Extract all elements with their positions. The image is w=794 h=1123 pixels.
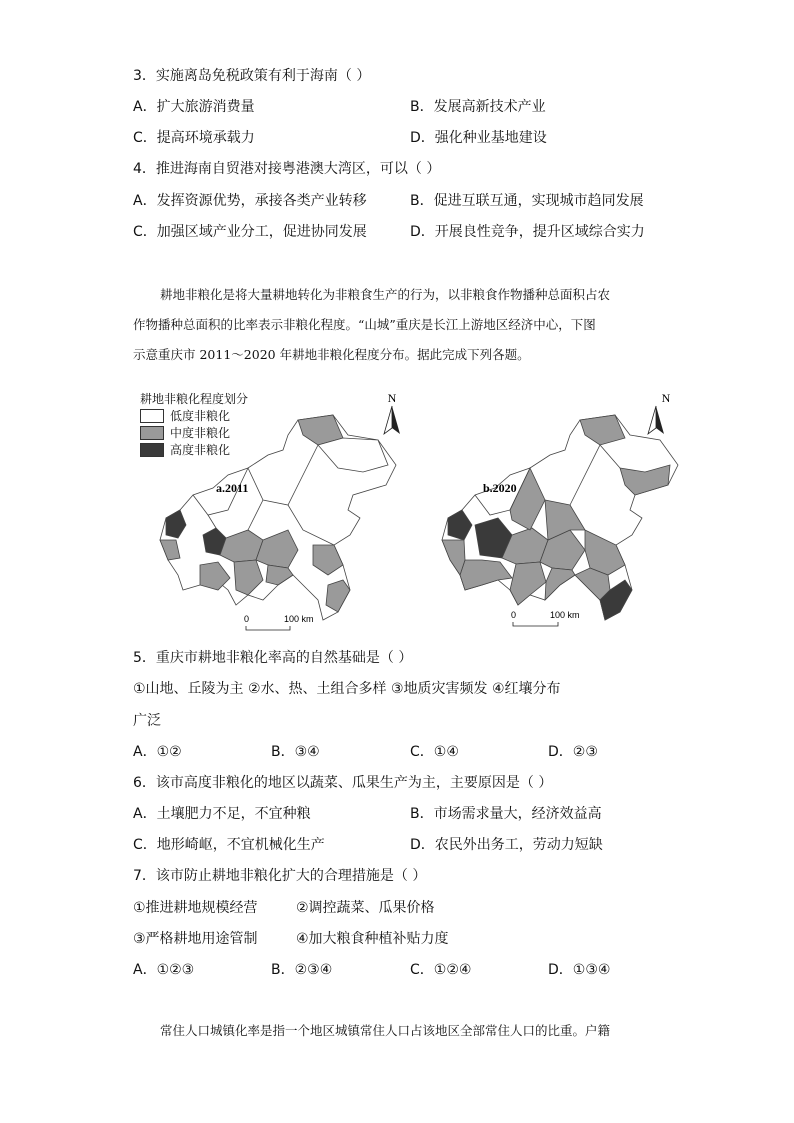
q7-option-d: D．①③④ bbox=[548, 962, 611, 978]
scale-b-length: 100 km bbox=[550, 610, 580, 620]
q7-option-a: A．①②③ bbox=[133, 962, 195, 978]
passage2-line1: 常住人口城镇化率是指一个地区城镇常住人口占该地区全部常住人口的比重。户籍 bbox=[160, 1023, 611, 1038]
q6-stem: 6．该市高度非粮化的地区以蔬菜、瓜果生产为主，主要原因是（ ） bbox=[133, 775, 553, 791]
legend-label-mid: 中度非粮化 bbox=[170, 426, 231, 440]
q6-option-c: C．地形崎岖，不宜机械化生产 bbox=[133, 837, 325, 853]
north-arrow-b bbox=[648, 391, 671, 434]
q3-option-c: C．提高环境承载力 bbox=[133, 130, 255, 146]
q6-option-a: A．土壤肥力不足，不宜种粮 bbox=[133, 806, 311, 822]
q3-stem: 3．实施离岛免税政策有利于海南（ ） bbox=[133, 68, 371, 84]
q7-stem: 7．该市防止耕地非粮化扩大的合理措施是（ ） bbox=[133, 868, 427, 884]
map-a-label: a.2011 bbox=[216, 481, 249, 495]
north-label-a: N bbox=[387, 391, 397, 405]
north-arrow-b-right bbox=[656, 406, 664, 434]
north-label-b: N bbox=[661, 391, 671, 405]
legend-label-low: 低度非粮化 bbox=[170, 409, 231, 423]
q3-option-a: A．扩大旅游消费量 bbox=[133, 99, 255, 115]
scale-b-zero: 0 bbox=[511, 610, 517, 620]
passage1-line3: 示意重庆市 2011～2020 年耕地非粮化程度分布。据此完成下列各题。 bbox=[133, 347, 530, 362]
q5-option-d: D．②③ bbox=[548, 744, 598, 760]
scale-b-line bbox=[513, 622, 558, 626]
q5-option-c: C．①④ bbox=[410, 744, 459, 760]
scale-a-zero: 0 bbox=[244, 614, 250, 624]
scale-a-length: 100 km bbox=[284, 614, 314, 624]
map-b-west-mid bbox=[442, 540, 465, 575]
map-b-label: b.2020 bbox=[483, 481, 517, 495]
north-arrow-a-left bbox=[384, 406, 392, 434]
q4-option-d: D．开展良性竞争，提升区域综合实力 bbox=[410, 224, 645, 240]
north-arrow-a bbox=[384, 391, 400, 434]
q4-option-c: C．加强区域产业分工，促进协同发展 bbox=[133, 224, 367, 240]
q6-option-b: B．市场需求量大，经济效益高 bbox=[410, 806, 602, 822]
north-arrow-a-right bbox=[392, 406, 400, 434]
q5-options-line1: ①山地、丘陵为主 ②水、热、土组合多样 ③地质灾害频发 ④红壤分布 bbox=[133, 681, 561, 697]
map-a-se-mid2 bbox=[326, 580, 350, 612]
q7-item-3: ③严格耕地用途管制 bbox=[133, 931, 258, 947]
legend-label-high: 高度非粮化 bbox=[170, 443, 231, 457]
map-b-2020 bbox=[442, 415, 678, 620]
map-a-2011 bbox=[160, 415, 396, 620]
q6-option-d: D．农民外出务工，劳动力短缺 bbox=[410, 837, 603, 853]
scale-bar-a bbox=[244, 614, 314, 630]
q7-option-b: B．②③④ bbox=[271, 962, 333, 978]
q3-option-b: B．发展高新技术产业 bbox=[410, 99, 546, 115]
passage1-line1: 耕地非粮化是将大量耕地转化为非粮食生产的行为，以非粮食作物播种总面积占农 bbox=[160, 287, 611, 302]
scale-a-line bbox=[246, 626, 290, 630]
legend-title: 耕地非粮化程度划分 bbox=[140, 392, 249, 406]
passage1-line2: 作物播种总面积的比率表示非粮化程度。“山城”重庆是长江上游地区经济中心，下图 bbox=[133, 317, 596, 332]
q4-stem: 4．推进海南自贸港对接粤港澳大湾区，可以（ ） bbox=[133, 161, 441, 177]
q5-options-line2: 广泛 bbox=[133, 713, 161, 729]
q7-option-c: C．①②④ bbox=[410, 962, 472, 978]
north-arrow-b-left bbox=[648, 406, 656, 434]
q7-item-2: ②调控蔬菜、瓜果价格 bbox=[296, 900, 435, 916]
q4-option-a: A．发挥资源优势，承接各类产业转移 bbox=[133, 193, 367, 209]
scale-bar-b bbox=[511, 610, 580, 626]
q7-item-1: ①推进耕地规模经营 bbox=[133, 900, 258, 916]
q7-item-4: ④加大粮食种植补贴力度 bbox=[296, 931, 449, 947]
q4-option-b: B．促进互联互通，实现城市趋同发展 bbox=[410, 193, 644, 209]
q5-option-a: A．①② bbox=[133, 744, 182, 760]
figure-maps bbox=[138, 390, 671, 640]
maps-svg bbox=[138, 390, 671, 640]
map-a-west-mid bbox=[160, 540, 180, 560]
q3-option-d: D．强化种业基地建设 bbox=[410, 130, 547, 146]
q5-stem: 5．重庆市耕地非粮化率高的自然基础是（ ） bbox=[133, 650, 413, 666]
q5-option-b: B．③④ bbox=[271, 744, 320, 760]
